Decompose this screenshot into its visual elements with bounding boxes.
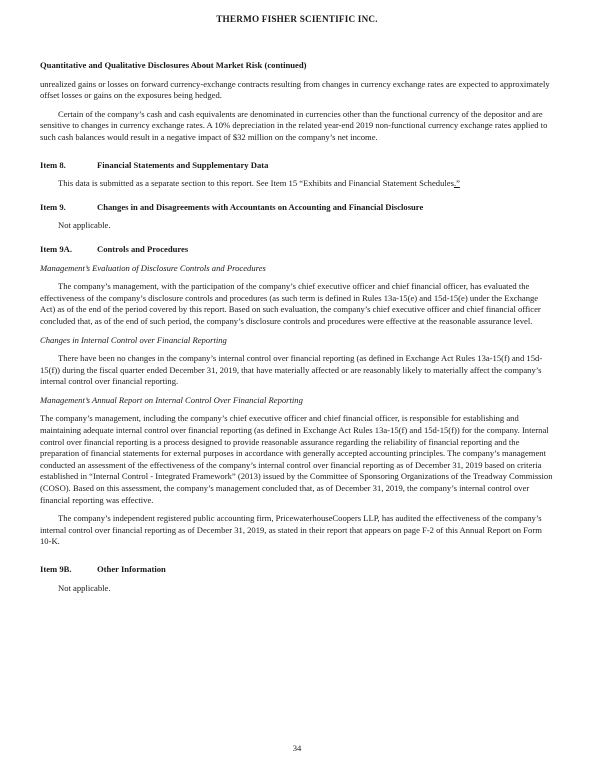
page-content xyxy=(40,60,554,601)
disclosure-controls-text: The company’s management, with the participation of the company’s chief executive officer and chief financial officer, has evaluated the effectiveness of the company’s disclosure controls and procedures (as such term is defined in Rules 13a-15(e) and 15d-15(e) under the Exchange Act) as of the end of the period covered by this report. Based on such evaluation, the company’s chief executive officer and chief financial officer concluded that, as of the end of such period, the company’s disclosure controls and procedures were effective at the reasonable assurance level. xyxy=(40,281,541,326)
item-8-text-body: This data is submitted as a separate section to this report. See Item 15 “Exhibits and Financial Statement Schedules xyxy=(58,178,454,189)
page-number: 34 xyxy=(292,743,302,753)
spacer xyxy=(40,151,554,160)
item-9-text: Not applicable. xyxy=(58,220,111,231)
item-9b-title: Other Information xyxy=(97,564,166,574)
item-9b-heading xyxy=(40,564,554,576)
item-9a-heading xyxy=(40,244,554,256)
item-8-reference-link[interactable]: .” xyxy=(453,178,460,189)
disclosure-controls-subheading: Management’s Evaluation of Disclosure Controls and Procedures xyxy=(40,262,266,273)
auditor-attestation-text: The company’s independent registered public accounting firm, PricewaterhouseCoopers LLP, has audited the effectiveness of the company’s internal control over financial reporting as of December 31, 2019, as stated in their report that appears on page F-2 of this Annual Report on Form 10-K. xyxy=(40,513,542,547)
internal-control-changes-text: There have been no changes in the company’s internal control over financial reporting (as defined in Exchange Act Rules 13a-15(f) and 15d-15(f)) during the fiscal quarter ended December 31, 2019, that have materially affected or are reasonably likely to materially affect the company’s internal control over financial reporting. xyxy=(40,353,543,387)
item-9a-title: Controls and Procedures xyxy=(97,243,189,254)
item-9-heading xyxy=(40,202,554,214)
management-annual-report-subheading: Management’s Annual Report on Internal Control Over Financial Reporting xyxy=(40,394,303,405)
item-9b-number: Item 9B. xyxy=(40,564,72,574)
item-8-number: Item 8. xyxy=(40,159,66,170)
market-risk-paragraph-1: unrealized gains or losses on forward currency-exchange contracts resulting from changes in currency exchange rates are expected to approximately offset losses or gains on the exposures being hedged. xyxy=(40,78,550,101)
item-9b-text: Not applicable. xyxy=(58,582,111,593)
company-header: THERMO FISHER SCIENTIFIC INC. xyxy=(216,14,378,24)
item-9-number: Item 9. xyxy=(40,201,66,212)
item-9a-number: Item 9A. xyxy=(40,243,72,254)
item-8-title: Financial Statements and Supplementary Data xyxy=(97,159,269,170)
internal-control-changes-subheading: Changes in Internal Control over Financial Reporting xyxy=(40,334,227,345)
item-8-text xyxy=(40,178,554,190)
section-title: Quantitative and Qualitative Disclosures About Market Risk (continued) xyxy=(40,60,307,70)
spacer xyxy=(40,555,554,564)
item-8-heading xyxy=(40,160,554,172)
management-annual-report-text: The company’s management, including the company’s chief executive officer and chief financial officer, is responsible for establishing and maintaining adequate internal control over financial reporting (as defined in Exchange Act Rules 13a-15(f) and 15d-15(f)) for the company. Internal control over financial reporting is a process designed to provide reasonable assurance regarding the reliability of financial reporting and the preparation of financial statements for external purposes in accordance with generally accepted accounting principles. The company’s management conducted an assessment of the effectiveness of the company’s internal control over financial reporting as of December 31, 2019 based on criteria established in “Internal Control - Integrated Framework” (2013) issued by the Committee of Sponsoring Organizations of the Treadway Commission (COSO). Based on this assessment, the company’s management concluded that, as of December 31, 2019, the company’s internal control over financial reporting was effective. xyxy=(40,413,553,505)
item-9-title: Changes in and Disagreements with Accountants on Accounting and Financial Disclosure xyxy=(97,201,424,212)
market-risk-paragraph-2: Certain of the company’s cash and cash equivalents are denominated in currencies other than the functional currency of the depositor and are sensitive to changes in currency exchange rates. A 10% depreciation in the related year-end 2019 non-functional currency exchange rates applied to such cash balances would result in a negative impact of $32 million on the company’s net income. xyxy=(40,108,548,142)
